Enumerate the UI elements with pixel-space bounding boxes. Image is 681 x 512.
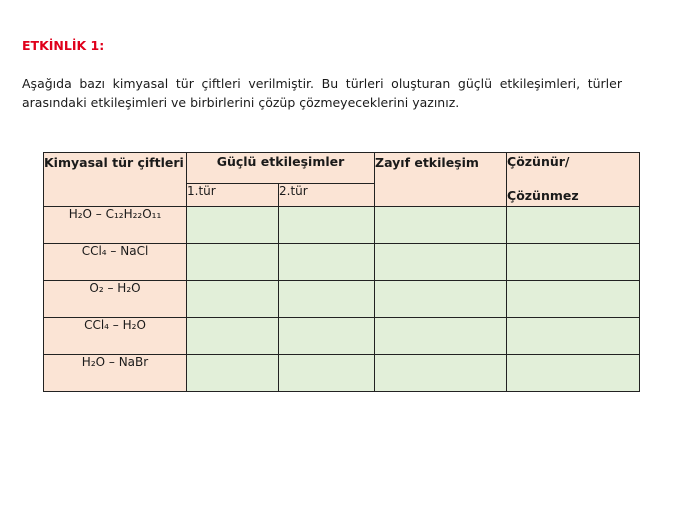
table-row [44, 355, 640, 392]
header-chemical-pairs: Kimyasal tür çiftleri [44, 153, 187, 207]
answer-cell-dissolves[interactable] [507, 244, 640, 281]
header-strong-interactions: Güçlü etkileşimler [187, 153, 375, 184]
table-row [44, 281, 640, 318]
answer-cell-weak[interactable] [375, 355, 507, 392]
answer-cell-type2[interactable] [279, 281, 375, 318]
row-pair-label: H₂O – NaBr [44, 355, 187, 392]
answer-cell-weak[interactable] [375, 318, 507, 355]
table-row [44, 244, 640, 281]
header-dissolves [507, 153, 640, 207]
answer-cell-type1[interactable] [187, 318, 279, 355]
row-pair-label: O₂ – H₂O [44, 281, 187, 318]
chemical-pairs-table [43, 152, 640, 392]
answer-cell-type2[interactable] [279, 355, 375, 392]
header-dissolves-line1: Çözünür/ [507, 154, 570, 169]
answer-cell-dissolves[interactable] [507, 207, 640, 244]
activity-instructions: Aşağıda bazı kimyasal tür çiftleri verilmiştir. Bu türleri oluşturan güçlü etkileşimleri, türler arasındaki etkileşimleri ve birbirlerini çözüp çözmeyeceklerini yazınız. [22, 76, 622, 110]
row-pair-label: CCl₄ – H₂O [44, 318, 187, 355]
answer-cell-type1[interactable] [187, 281, 279, 318]
header-dissolves-line2: Çözünmez [507, 188, 579, 203]
answer-cell-dissolves[interactable] [507, 281, 640, 318]
answer-cell-type1[interactable] [187, 207, 279, 244]
answer-cell-weak[interactable] [375, 244, 507, 281]
row-pair-label: H₂O – C₁₂H₂₂O₁₁ [44, 207, 187, 244]
answer-cell-weak[interactable] [375, 207, 507, 244]
answer-cell-dissolves[interactable] [507, 318, 640, 355]
activity-title: ETKİNLİK 1: [22, 38, 105, 53]
answer-cell-type2[interactable] [279, 244, 375, 281]
answer-cell-type2[interactable] [279, 207, 375, 244]
answer-cell-type1[interactable] [187, 244, 279, 281]
row-pair-label: CCl₄ – NaCl [44, 244, 187, 281]
header-type-1: 1.tür [187, 184, 279, 207]
answer-cell-type1[interactable] [187, 355, 279, 392]
header-weak-interaction: Zayıf etkileşim [375, 153, 507, 207]
answer-cell-dissolves[interactable] [507, 355, 640, 392]
table-row [44, 318, 640, 355]
answer-cell-weak[interactable] [375, 281, 507, 318]
table-row [44, 207, 640, 244]
header-type-2: 2.tür [279, 184, 375, 207]
answer-cell-type2[interactable] [279, 318, 375, 355]
